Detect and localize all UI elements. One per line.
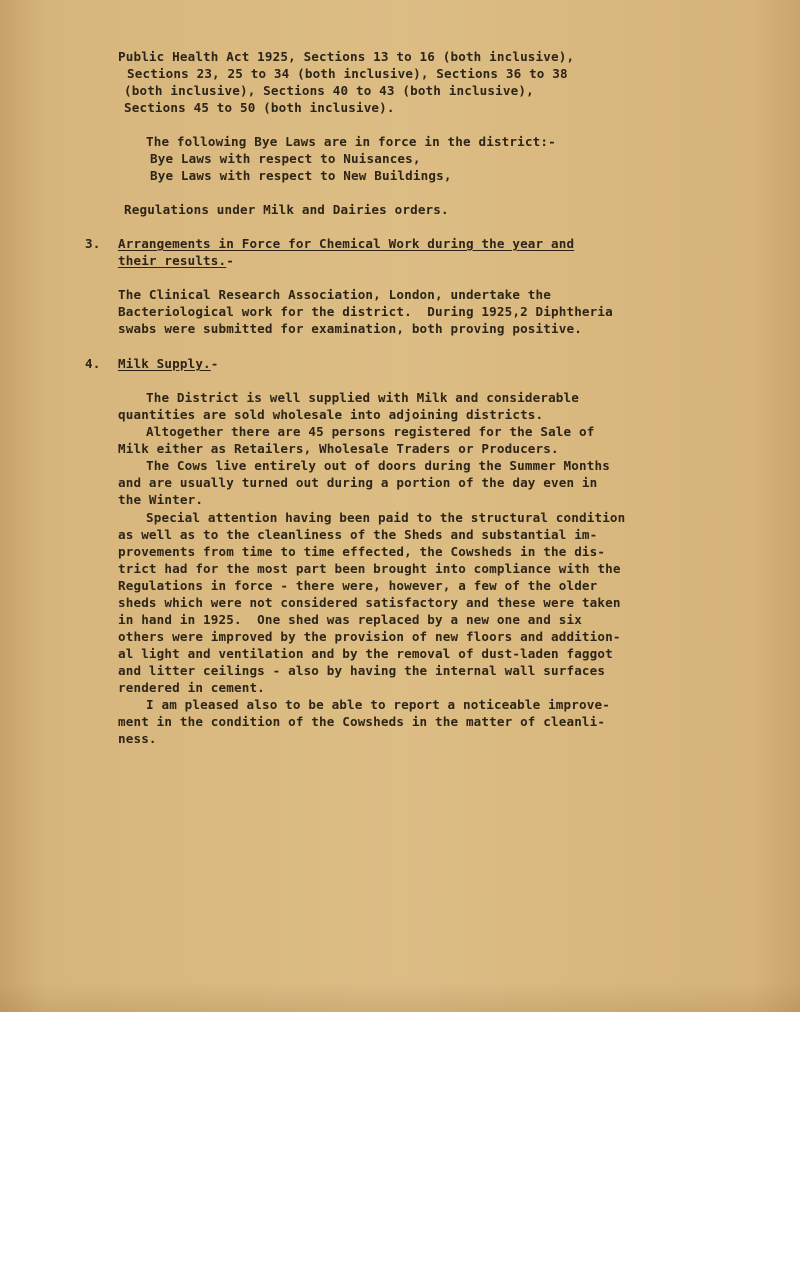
milk-para1-line-1: The District is well supplied with Milk and considerable: [146, 390, 579, 405]
milk-para4-line-2: as well as to the cleanliness of the Sheds and substantial im-: [118, 527, 598, 542]
section-3-heading-line-1: Arrangements in Force for Chemical Work during the year and: [118, 236, 575, 251]
milk-para3-line-1: The Cows live entirely out of doors during the Summer Months: [146, 458, 610, 473]
milk-para4-line-8: others were improved by the provision of new floors and addition-: [118, 629, 621, 644]
section-3-heading-text: their results.: [118, 253, 227, 268]
act-line-3: (both inclusive), Sections 40 to 43 (both inclusive),: [124, 83, 534, 98]
milk-para4-line-7: in hand in 1925. One shed was replaced by a new one and six: [118, 612, 582, 627]
section-4-heading-text: Milk Supply.: [118, 356, 211, 371]
milk-para3-line-3: the Winter.: [118, 492, 204, 507]
section-4-heading-dash: -: [210, 356, 219, 371]
milk-para4-line-11: rendered in cement.: [118, 680, 265, 695]
milk-para3-line-2: and are usually turned out during a portion of the day even in: [118, 475, 598, 490]
section-3-line-1: The Clinical Research Association, London, undertake the: [118, 287, 551, 302]
regulations-line: Regulations under Milk and Dairies orders.: [124, 202, 449, 217]
milk-para4-line-3: provements from time to time effected, the Cowsheds in the dis-: [118, 544, 606, 559]
milk-para4-line-1: Special attention having been paid to the structural condition: [146, 510, 626, 525]
section-3-heading-line-2: [118, 253, 234, 269]
milk-para4-line-5: Regulations in force - there were, however, a few of the older: [118, 578, 598, 593]
milk-para2-line-2: Milk either as Retailers, Wholesale Traders or Producers.: [118, 441, 559, 456]
byelaws-buildings: Bye Laws with respect to New Buildings,: [150, 168, 452, 183]
milk-para5-line-3: ness.: [118, 731, 157, 746]
section-3-heading-dash: -: [226, 253, 234, 268]
act-line-2: Sections 23, 25 to 34 (both inclusive), Sections 36 to 38: [127, 66, 568, 81]
byelaws-nuisances: Bye Laws with respect to Nuisances,: [150, 151, 421, 166]
byelaws-intro: The following Bye Laws are in force in the district:-: [146, 134, 556, 149]
milk-para5-line-1: I am pleased also to be able to report a noticeable improve-: [146, 697, 610, 712]
milk-para4-line-4: trict had for the most part been brought into compliance with the: [118, 561, 621, 576]
act-line-1: Public Health Act 1925, Sections 13 to 16 (both inclusive),: [118, 49, 575, 64]
section-3-number: 3.: [85, 236, 101, 251]
page-margin-below: [0, 1012, 800, 1276]
milk-para1-line-2: quantities are sold wholesale into adjoining districts.: [118, 407, 544, 422]
section-4-heading: [118, 356, 219, 372]
act-line-4: Sections 45 to 50 (both inclusive).: [124, 100, 395, 115]
section-3-line-2: Bacteriological work for the district. During 1925,2 Diphtheria: [118, 304, 613, 319]
milk-para4-line-10: and litter ceilings - also by having the internal wall surfaces: [118, 663, 606, 678]
milk-para4-line-6: sheds which were not considered satisfactory and these were taken: [118, 595, 621, 610]
section-4-number: 4.: [85, 356, 101, 371]
section-3-line-3: swabs were submitted for examination, both proving positive.: [118, 321, 582, 336]
milk-para2-line-1: Altogether there are 45 persons registered for the Sale of: [146, 424, 595, 439]
milk-para4-line-9: al light and ventilation and by the removal of dust-laden faggot: [118, 646, 613, 661]
milk-para5-line-2: ment in the condition of the Cowsheds in the matter of cleanli-: [118, 714, 606, 729]
